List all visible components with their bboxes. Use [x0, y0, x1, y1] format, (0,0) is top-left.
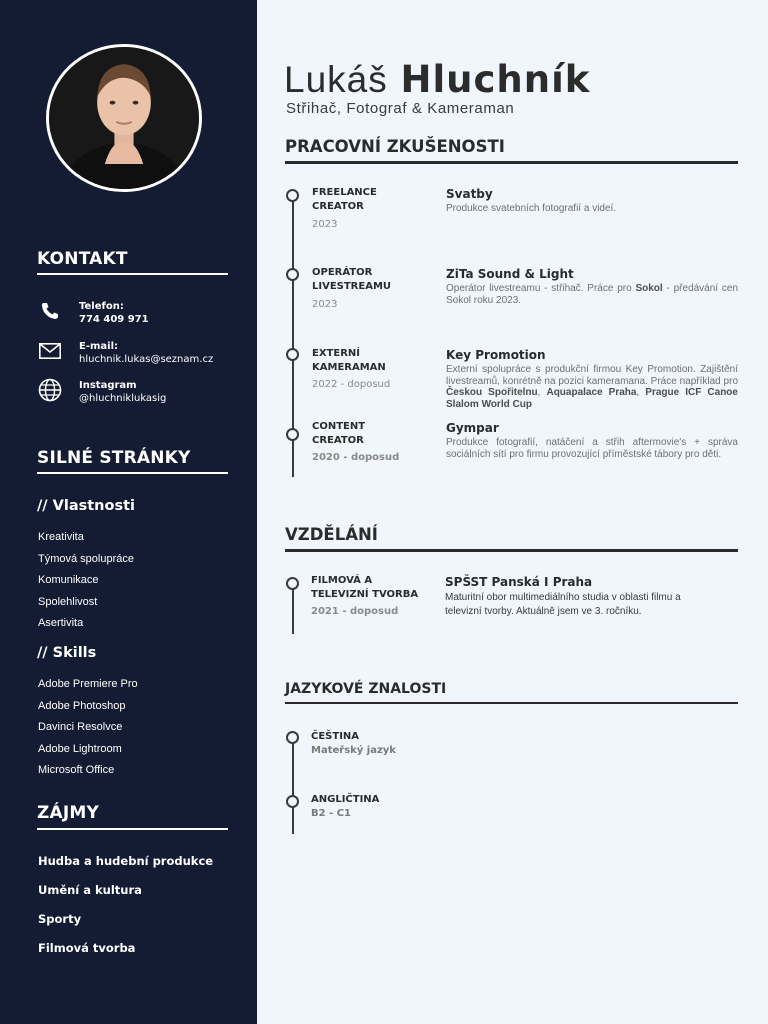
- email-label: E-mail:: [79, 341, 119, 352]
- contact-email: [37, 340, 213, 366]
- job-title: Gympar: [446, 421, 499, 435]
- avatar: [46, 44, 202, 192]
- experience-heading: PRACOVNÍ ZKUŠENOSTI: [285, 137, 505, 156]
- job-role: FREELANCE CREATOR: [312, 187, 377, 212]
- timeline-dot: [286, 189, 299, 202]
- list-item: Asertivita: [38, 617, 84, 629]
- education-timeline: [292, 584, 294, 634]
- list-item: Komunikace: [38, 574, 99, 586]
- timeline-dot: [286, 428, 299, 441]
- list-item: Adobe Photoshop: [38, 699, 126, 712]
- timeline-dot: [286, 577, 299, 590]
- languages-timeline: [292, 738, 294, 834]
- list-item: Hudba a hudební produkce: [38, 854, 214, 868]
- interests-list: [38, 854, 213, 970]
- language-name: ČEŠTINA: [311, 731, 360, 742]
- first-name: Lukáš: [284, 59, 388, 100]
- instagram-value[interactable]: @hluchniklukasig: [79, 393, 167, 404]
- skills-heading: // Skills: [37, 645, 97, 661]
- page-subtitle: Střihač, Fotograf & Kameraman: [286, 100, 515, 117]
- qualities-heading: // Vlastnosti: [37, 498, 135, 514]
- job-date: 2022 - doposud: [312, 379, 391, 390]
- education-heading: VZDĚLÁNÍ: [285, 525, 378, 544]
- languages-heading: JAZYKOVÉ ZNALOSTI: [285, 681, 447, 697]
- job-description: Produkce fotografií, natáčení a střih aftermovie's + správa sociálních sítí pro firmu provozující příměstské tábory pro děti.: [446, 437, 738, 460]
- job-role: OPERÁTOR LIVESTREAMU: [312, 267, 392, 292]
- phone-icon: [37, 298, 63, 324]
- strengths-heading: SILNÉ STRÁNKY: [37, 448, 191, 468]
- job-role: EXTERNÍ KAMERAMAN: [312, 348, 386, 373]
- envelope-icon: [37, 338, 63, 364]
- timeline-dot: [286, 348, 299, 361]
- job-description: Operátor livestreamu - střihač. Práce pro Sokol - předávání cen Sokol roku 2023.: [446, 283, 739, 306]
- job-date: 2020 - doposud: [312, 452, 400, 463]
- education-description: Maturitní obor multimediálního studia v oblasti filmu a televizní tvorby. Aktuálně jsem ve 3. ročníku.: [445, 592, 681, 617]
- skills-list: [38, 677, 138, 785]
- languages-divider: [285, 702, 738, 704]
- list-item: Sporty: [38, 912, 82, 926]
- job-date: 2023: [312, 299, 338, 310]
- contact-heading: KONTAKT: [37, 249, 128, 269]
- language-name: ANGLIČTINA: [311, 794, 380, 805]
- list-item: Microsoft Office: [38, 764, 115, 776]
- list-item: Adobe Premiere Pro: [38, 678, 138, 690]
- education-divider: [285, 549, 738, 552]
- contact-divider: [37, 273, 228, 275]
- interests-heading: ZÁJMY: [37, 803, 100, 823]
- job-role: CONTENT CREATOR: [312, 421, 366, 446]
- qualities-list: [38, 530, 134, 638]
- last-name: Hluchník: [400, 58, 591, 101]
- job-description: Externí spolupráce s produkční firmou Key Promotion. Zajištění livestreamů, konrétně na pozici kameramana. Práce například pro Českou Spořitelnu, Aquapalace Praha, Prague ICF Canoe Slalom World Cup: [446, 364, 738, 410]
- list-item: Umění a kultura: [38, 883, 142, 897]
- language-level: Mateřský jazyk: [311, 745, 396, 756]
- list-item: Kreativita: [38, 531, 84, 543]
- education-field: FILMOVÁ A TELEVIZNÍ TVORBA: [311, 575, 419, 600]
- globe-icon: [37, 377, 63, 403]
- job-title: ZiTa Sound & Light: [446, 267, 574, 281]
- job-description: Produkce svatebních fotografií a videí.: [446, 203, 617, 214]
- sidebar: [0, 0, 257, 1024]
- strengths-divider: [37, 472, 228, 474]
- instagram-label: Instagram: [79, 380, 137, 391]
- list-item: Filmová tvorba: [38, 941, 136, 955]
- list-item: Adobe Lightroom: [38, 742, 122, 755]
- job-title: Svatby: [446, 187, 493, 201]
- experience-divider: [285, 161, 738, 164]
- timeline-dot: [286, 795, 299, 808]
- phone-label: Telefon:: [79, 301, 124, 312]
- education-date: 2021 - doposud: [311, 606, 399, 617]
- contact-instagram: [37, 379, 166, 405]
- school-name: SPŠST Panská I Praha: [445, 575, 593, 589]
- email-value[interactable]: hluchnik.lukas@seznam.cz: [79, 354, 214, 365]
- job-date: 2023: [312, 219, 338, 230]
- job-title: Key Promotion: [446, 348, 546, 362]
- list-item: Týmová spolupráce: [38, 552, 134, 565]
- phone-value[interactable]: 774 409 971: [79, 314, 149, 325]
- interests-divider: [37, 828, 228, 830]
- timeline-dot: [286, 268, 299, 281]
- language-level: B2 - C1: [311, 808, 351, 819]
- list-item: Davinci Resolvce: [38, 721, 123, 733]
- profile-photo: [49, 47, 199, 189]
- timeline-dot: [286, 731, 299, 744]
- page-title: [284, 58, 590, 101]
- contact-phone: [37, 300, 149, 326]
- list-item: Spolehlivost: [38, 595, 98, 608]
